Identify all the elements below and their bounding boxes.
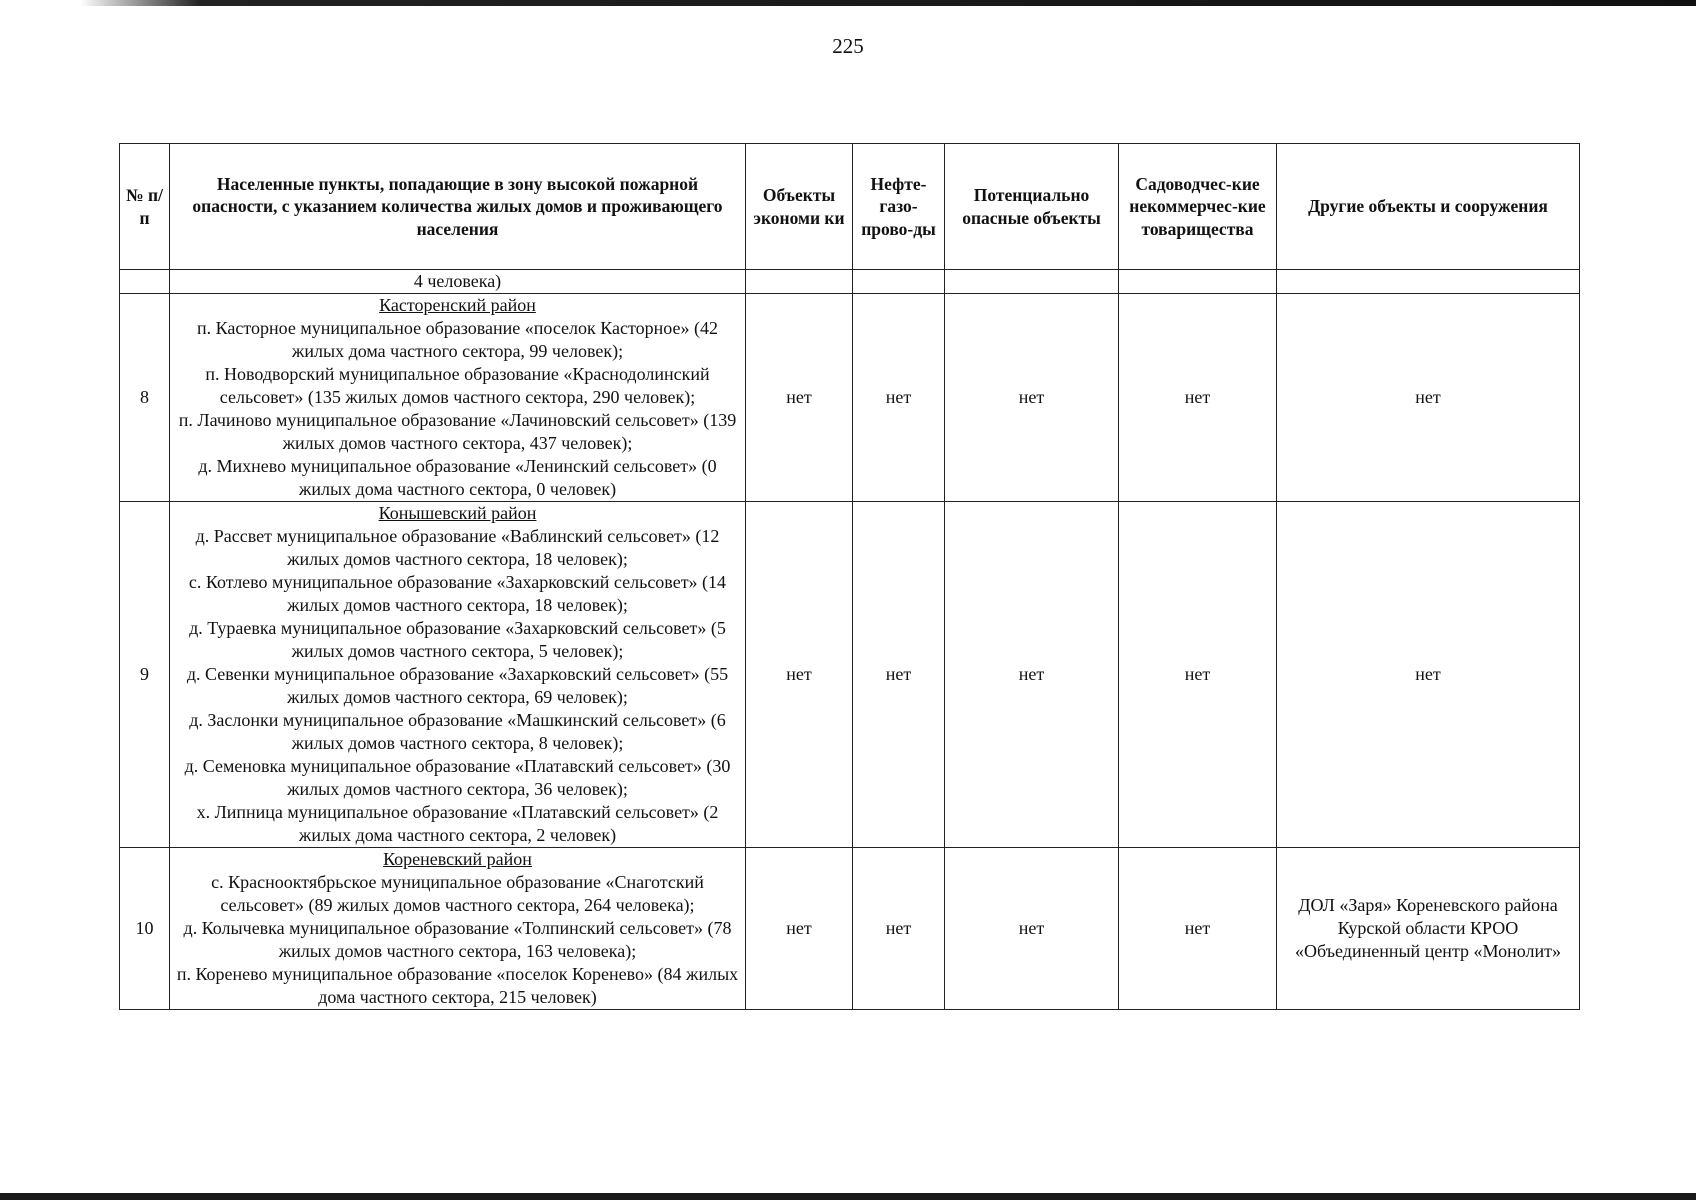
header-settlements: Населенные пункты, попадающие в зону высокой пожарной опасности, с указанием количества жилых домов и проживающего населения: [170, 144, 746, 270]
cell-empty: [853, 270, 945, 294]
settlement-entry: п. Коренево муниципальное образование «поселок Коренево» (84 жилых дома частного сектора, 215 человек): [176, 964, 739, 1007]
other-cell: нет: [1277, 502, 1580, 848]
hazardous-cell: нет: [945, 294, 1119, 502]
settlements-cell: [170, 848, 746, 1010]
gardening-cell: нет: [1119, 848, 1277, 1010]
other-cell: нет: [1277, 294, 1580, 502]
settlement-entry: д. Михнево муниципальное образование «Ленинский сельсовет» (0 жилых дома частного сектора, 0 человек): [198, 456, 717, 499]
cell-empty: [1277, 270, 1580, 294]
header-hazardous: Потенциально опасные объекты: [945, 144, 1119, 270]
district-name: Конышевский район: [378, 503, 537, 523]
pipelines-cell: нет: [853, 848, 945, 1010]
header-gardening: Садоводчес-кие некоммерчес-кие товарищества: [1119, 144, 1277, 270]
fire-risk-table: [119, 143, 1580, 1010]
pipelines-cell: нет: [853, 502, 945, 848]
gardening-cell: нет: [1119, 502, 1277, 848]
header-pipelines: Нефте-газо-прово-ды: [853, 144, 945, 270]
economy-cell: нет: [746, 502, 853, 848]
header-row: [120, 144, 1580, 270]
continuation-text: 4 человека): [170, 270, 746, 294]
hazardous-cell: нет: [945, 502, 1119, 848]
settlement-entry: х. Липница муниципальное образование «Платавский сельсовет» (2 жилых дома частного сектора, 2 человек): [196, 802, 719, 845]
header-num: № п/п: [120, 144, 170, 270]
row-number: 9: [120, 502, 170, 848]
continuation-row: [120, 270, 1580, 294]
cell-empty: [746, 270, 853, 294]
settlements-cell: [170, 502, 746, 848]
cell-empty: [1119, 270, 1277, 294]
bottom-scan-border: [0, 1193, 1696, 1200]
header-economy: Объекты экономи ки: [746, 144, 853, 270]
header-other: Другие объекты и сооружения: [1277, 144, 1580, 270]
other-cell: ДОЛ «Заря» Кореневского района Курской области КРОО «Объединенный центр «Монолит»: [1277, 848, 1580, 1010]
settlement-entry: д. Колычевка муниципальное образование «Толпинский сельсовет» (78 жилых домов частного сектора, 163 человека);: [183, 918, 732, 961]
cell-empty: [120, 270, 170, 294]
economy-cell: нет: [746, 848, 853, 1010]
row-number: 10: [120, 848, 170, 1010]
settlement-entry: п. Новодворский муниципальное образование «Краснодолинский сельсовет» (135 жилых домов частного сектора, 290 человек);: [205, 364, 710, 407]
page-number: 225: [832, 34, 864, 58]
cell-empty: [945, 270, 1119, 294]
settlement-entry: с. Краснооктябрьское муниципальное образование «Снаготский сельсовет» (89 жилых домов частного сектора, 264 человека);: [211, 872, 704, 915]
settlements-cell: [170, 294, 746, 502]
settlement-entry: д. Рассвет муниципальное образование «Ваблинский сельсовет» (12 жилых домов частного сектора, 18 человек);: [195, 526, 720, 569]
table-row: [120, 848, 1580, 1010]
gardening-cell: нет: [1119, 294, 1277, 502]
settlement-entry: д. Заслонки муниципальное образование «Машкинский сельсовет» (6 жилых домов частного сектора, 8 человек);: [189, 710, 726, 753]
settlement-entry: д. Севенки муниципальное образование «Захарковский сельсовет» (55 жилых домов частного сектора, 69 человек);: [186, 664, 729, 707]
table-row: [120, 294, 1580, 502]
settlement-entry: с. Котлево муниципальное образование «Захарковский сельсовет» (14 жилых домов частного сектора, 18 человек);: [188, 572, 727, 615]
table-row: [120, 502, 1580, 848]
settlement-entry: п. Касторное муниципальное образование «поселок Касторное» (42 жилых дома частного сектора, 99 человек);: [197, 318, 718, 361]
row-number: 8: [120, 294, 170, 502]
top-scan-border: [0, 0, 1696, 6]
settlement-entry: п. Лачиново муниципальное образование «Лачиновский сельсовет» (139 жилых домов частного сектора, 437 человек);: [178, 410, 737, 453]
pipelines-cell: нет: [853, 294, 945, 502]
settlement-entry: д. Тураевка муниципальное образование «Захарковский сельсовет» (5 жилых домов частного сектора, 5 человек);: [189, 618, 726, 661]
district-name: Касторенский район: [379, 295, 536, 315]
district-name: Кореневский район: [383, 849, 532, 869]
economy-cell: нет: [746, 294, 853, 502]
hazardous-cell: нет: [945, 848, 1119, 1010]
settlement-entry: д. Семеновка муниципальное образование «Платавский сельсовет» (30 жилых домов частного сектора, 36 человек);: [184, 756, 731, 799]
